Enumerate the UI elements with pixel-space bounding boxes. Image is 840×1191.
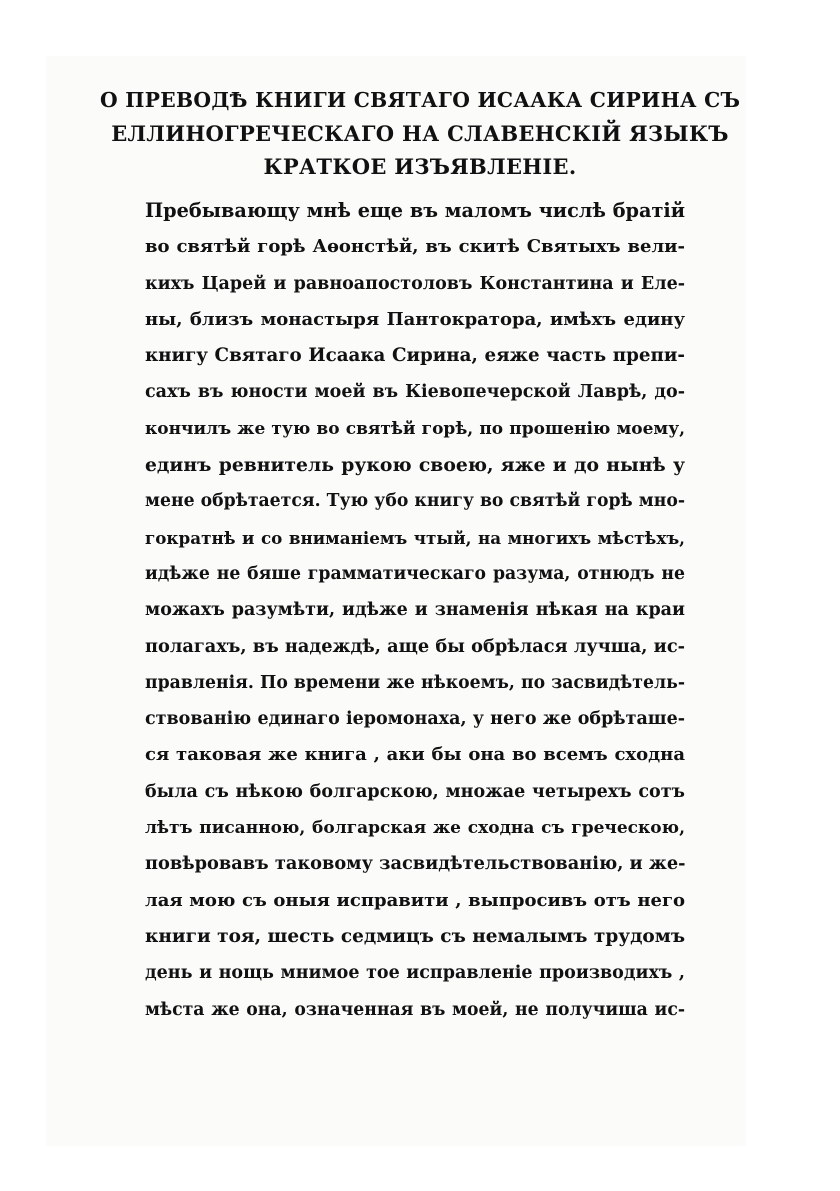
title-line: ЕЛЛИНОГРЕЧЕСКАГО НА СЛАВЕНСКІЙ ЯЗЫКЪ	[111, 121, 729, 146]
text-line: идѣже не бяше грамматическаго разума, отнюдъ не	[145, 563, 685, 584]
text-line: ны, близъ монастыря Пантократора, имѣхъ едину	[145, 308, 685, 330]
body-paragraph	[145, 193, 685, 1028]
text-line: сахъ въ юности моей въ Кіевопечерской Лаврѣ, до-	[145, 382, 685, 403]
text-line: кончилъ же тую во святѣй горѣ, по прошенію моему,	[145, 418, 685, 439]
text-line: единъ ревнитель рукою своею, яже и до нынѣ у	[145, 454, 685, 477]
text-line: книгу Святаго Исаака Сирина, еяже часть препи-	[145, 345, 685, 367]
text-line: во святѣй горѣ Аѳонстѣй, въ скитѣ Святыхъ вели-	[145, 236, 685, 258]
text-line: ся таковая же книга , аки бы она во всемъ сходна	[145, 744, 685, 766]
title-line: О ПРЕВОДѢ КНИГИ СВЯТАГО ИСААКА СИРИНА СЪ	[100, 88, 741, 112]
text-line: лая мою съ оныя исправити , выпросивъ отъ него	[145, 889, 685, 911]
text-line: книги тоя, шесть седмицъ съ немалымъ трудомъ	[145, 925, 685, 947]
text-line: правленія. По времени же нѣкоемъ, по засвидѣтель-	[145, 672, 685, 693]
text-line: гократнѣ и со вниманіемъ чтый, на многихъ мѣстѣхъ,	[145, 527, 685, 548]
text-line: ствованію единаго іеромонаха, у него же обрѣташе-	[145, 709, 685, 730]
text-line: была съ нѣкою болгарскою, множае четырехъ сотъ	[145, 781, 685, 802]
text-line: мѣста же она, означенная въ моей, не получиша ис-	[145, 999, 685, 1020]
text-line: день и нощь мнимое тое исправленіе производихъ ,	[145, 963, 685, 984]
text-line: Пребывающу мнѣ еще въ маломъ числѣ братій	[145, 199, 685, 222]
text-line: полагахъ, въ надеждѣ, аще бы обрѣлася лучша, ис-	[145, 635, 685, 657]
text-line: кихъ Царей и равноапостоловъ Константина и Еле-	[145, 273, 685, 294]
text-line: можахъ разумѣти, идѣже и знаменія нѣкая на краи	[145, 600, 685, 621]
chapter-title	[100, 84, 740, 183]
title-line: КРАТКОЕ ИЗЪЯВЛЕНІЕ.	[263, 154, 577, 179]
text-line: лѣтъ писанною, болгарская же сходна съ греческою,	[145, 818, 685, 839]
text-line: мене обрѣтается. Тую убо книгу во святѣй горѣ мно-	[145, 491, 685, 512]
text-line: повѣровавъ таковому засвидѣтельствованію, и же-	[145, 853, 685, 875]
